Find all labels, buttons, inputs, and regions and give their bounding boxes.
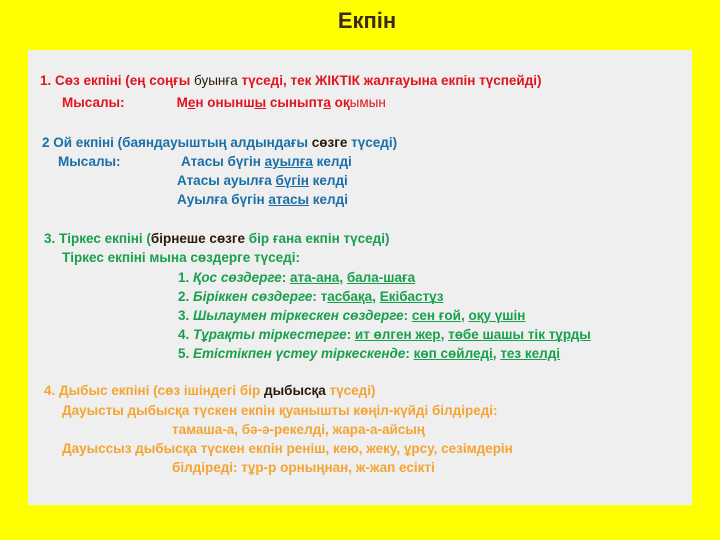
example-text: Ауылға бүгін: [177, 192, 269, 207]
section2-heading-part: түседі): [347, 135, 398, 150]
item-example: тез келді: [500, 346, 561, 361]
example-text: келді: [309, 192, 348, 207]
slide-title: Екпін: [337, 8, 397, 33]
item-example: асбақа: [327, 289, 373, 304]
item-sep: : т: [312, 289, 328, 304]
item-example: бала-шаға: [346, 270, 416, 285]
item-example: ата-ана: [290, 270, 340, 285]
item-sep: :: [346, 327, 355, 342]
item-example: Екібастұз: [379, 289, 444, 304]
section3-heading-part: бір ғана екпін түседі): [245, 231, 390, 246]
item-number: 1.: [178, 270, 194, 285]
section4-heading-part: 4. Дыбыс екпіні (сөз ішіндегі бір: [44, 383, 265, 398]
section3-heading-highlight: бірнеше сөзге: [150, 231, 246, 246]
section1-heading: [40, 72, 542, 90]
section3-heading: [44, 230, 389, 248]
item-example: төбе шашы тік тұрды: [448, 327, 591, 342]
section2-heading-highlight: сөзге: [311, 135, 348, 150]
example-text: Атасы ауылға: [177, 173, 276, 188]
item-number: 2.: [178, 289, 194, 304]
section1-heading-part: түседі, тек ЖІКТІК жалғауына екпін түспейді): [237, 73, 542, 88]
section2-example-3: [177, 191, 348, 209]
example-text: ымын: [349, 95, 386, 110]
item-sep: :: [403, 308, 412, 323]
example-text: сыныпт: [266, 95, 324, 110]
item-sep: :: [281, 270, 291, 285]
item-example: ит өлген жер: [354, 327, 441, 342]
stressed-letter: ы: [254, 95, 267, 110]
section3-heading-part: 3. Тіркес екпіні (: [44, 231, 151, 246]
section1-heading-part: 1. Сөз екпіні (ең соңғы: [40, 73, 195, 88]
section2-example-label: Мысалы:: [58, 154, 121, 169]
section1-example: [62, 94, 386, 112]
section2-example-2: [177, 172, 348, 190]
content-panel: [28, 50, 692, 505]
section3-item-3: 3. Шылаумен тіркескен сөздерге: сен ғой, оқу үшін: [178, 308, 526, 323]
section4-vowel-line: Дауысты дыбысқа түскен екпін қуанышты көңіл-күйді білдіреді:: [62, 403, 498, 418]
item-label: Қос сөздерге: [193, 270, 282, 285]
section4-heading: [44, 382, 375, 400]
stressed-word: бүгін: [275, 173, 309, 188]
stressed-letter: е: [187, 95, 196, 110]
section3-item-5: 5. Етістікпен үстеу тіркескенде: көп сөйледі, тез келді: [178, 346, 561, 361]
section4-consonant-line: Дауыссыз дыбысқа түскен екпін реніш, кею, жеку, ұрсу, сезімдерін: [62, 441, 513, 456]
item-number: 3.: [178, 308, 194, 323]
item-label: Шылаумен тіркескен сөздерге: [193, 308, 404, 323]
section4-heading-part: түседі): [325, 383, 376, 398]
example-text: М: [176, 95, 188, 110]
section3-item-4: 4. Тұрақты тіркестерге: ит өлген жер, төбе шашы тік тұрды: [178, 327, 591, 342]
item-number: 5.: [178, 346, 194, 361]
section2-heading: [42, 134, 397, 152]
item-number: 4.: [178, 327, 194, 342]
example-label: Мысалы:: [62, 95, 125, 110]
section2-example-1: [181, 153, 352, 171]
item-label: Етістікпен үстеу тіркескенде: [193, 346, 406, 361]
item-label: Біріккен сөздерге: [193, 289, 313, 304]
example-text: оқ: [330, 95, 350, 110]
stressed-word: атасы: [268, 192, 310, 207]
section3-subheading: Тіркес екпіні мына сөздерге түседі:: [62, 250, 300, 265]
stressed-letter: а: [323, 95, 331, 110]
item-example: сен ғой: [411, 308, 461, 323]
example-text: н онынш: [195, 95, 255, 110]
example-text: келді: [308, 173, 348, 188]
item-example: оқу үшін: [468, 308, 526, 323]
item-sep: :: [405, 346, 414, 361]
example-text: Атасы бүгін: [181, 154, 265, 169]
stressed-word: ауылға: [264, 154, 313, 169]
item-example: көп сөйледі: [413, 346, 493, 361]
section2-heading-part: 2 Ой екпіні (баяндауыштың алдындағы: [42, 135, 312, 150]
section1-heading-highlight: буынға: [194, 73, 238, 88]
section3-item-2: 2. Біріккен сөздерге: тасбақа, Екібастұз: [178, 289, 444, 304]
section3-item-1: 1. Қос сөздерге: ата-ана, бала-шаға: [178, 270, 416, 285]
section4-vowel-examples: тамаша-а, бә-ә-рекелді, жара-а-айсың: [172, 422, 425, 437]
section4-consonant-examples: білдіреді: тұр-р орныңнан, ж-жап есікті: [172, 460, 435, 475]
section4-heading-highlight: дыбысқа: [264, 383, 326, 398]
example-text: келді: [312, 154, 352, 169]
item-label: Тұрақты тіркестерге: [193, 327, 347, 342]
